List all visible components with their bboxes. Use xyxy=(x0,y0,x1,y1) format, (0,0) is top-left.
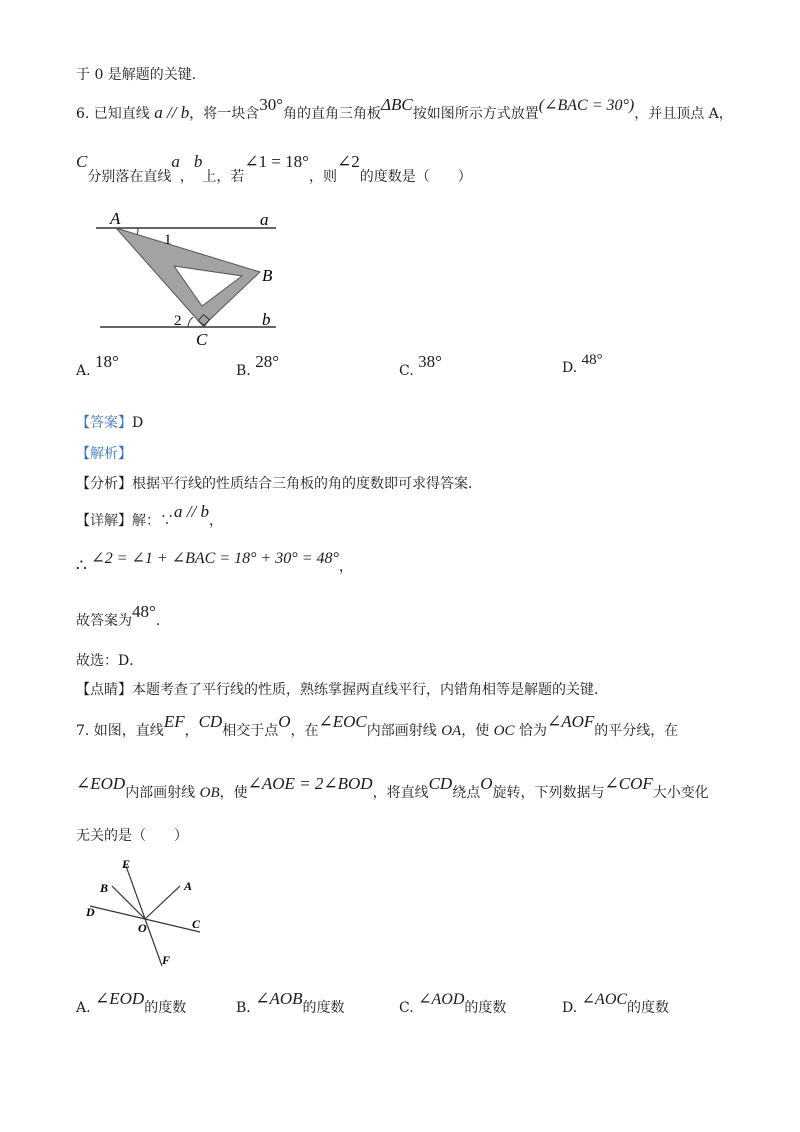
text-segment: ， xyxy=(179,169,194,185)
answer-tag: 【答案】 xyxy=(76,415,132,431)
answer-line xyxy=(76,412,143,432)
text-segment: ，将一块含 xyxy=(189,106,260,122)
q6-line-1 xyxy=(76,95,733,123)
section-tag: 【详解】 xyxy=(76,513,132,529)
option-suffix: 的度数 xyxy=(302,1000,345,1016)
text-segment: ，在 xyxy=(290,723,319,739)
option-value: ∠AOB xyxy=(255,989,303,1008)
text-segment: ，使 xyxy=(219,785,248,801)
text-segment: 按如图所示方式放置 xyxy=(412,106,539,122)
option-letter: B. xyxy=(236,363,251,379)
option-letter: C. xyxy=(399,363,414,379)
math-expression: 30° xyxy=(259,95,284,114)
option-letter: D. xyxy=(562,360,578,376)
text-segment: ． xyxy=(155,613,170,629)
text-segment: 相交于点 xyxy=(222,723,279,739)
math-expression: ∠EOC xyxy=(318,712,367,731)
math-expression: ∠EOD xyxy=(76,774,126,793)
label-D: D xyxy=(86,905,95,919)
math-expression: a // b xyxy=(174,502,209,521)
math-expression: CD xyxy=(198,712,223,731)
math-expression: (∠BAC = 30°) xyxy=(538,97,635,114)
therefore-symbol: ∴ xyxy=(76,556,87,575)
q6-option-b xyxy=(236,352,280,380)
label-C: C xyxy=(192,917,201,931)
text-segment: ， xyxy=(338,559,353,575)
option-suffix: 的度数 xyxy=(464,1000,507,1016)
option-letter: A. xyxy=(76,363,91,379)
fenxi-line xyxy=(76,473,482,493)
option-value: ∠AOC xyxy=(581,991,628,1008)
math-expression: EF xyxy=(163,712,185,731)
q7-option-c xyxy=(399,991,507,1017)
text-segment: 于 0 是解题的关键． xyxy=(76,67,206,83)
gu-line xyxy=(76,602,170,630)
math-expression: a // b xyxy=(154,103,190,122)
text-segment: 的平分线，在 xyxy=(594,723,679,739)
option-suffix: 的度数 xyxy=(627,1000,670,1016)
text-segment: 无关的是（ ） xyxy=(76,828,188,844)
math-expression: ∠1 = 18° xyxy=(244,152,309,171)
label-a: a xyxy=(260,210,269,229)
q7-line-3 xyxy=(76,825,188,845)
section-tag: 【分析】 xyxy=(76,476,132,492)
text-segment: 7. 如图，直线 xyxy=(76,723,164,739)
label-b: b xyxy=(262,310,271,329)
ray-OA xyxy=(145,886,180,919)
math-expression: OA xyxy=(441,723,462,739)
text-segment: ，并且顶点 A， xyxy=(634,106,733,122)
math-expression: O xyxy=(480,774,493,793)
text-segment: 恰为 xyxy=(514,723,547,739)
angle-1-arc xyxy=(137,228,138,235)
math-expression: ∠AOE = 2∠BOD xyxy=(247,774,373,793)
text-segment: ，使 xyxy=(461,723,494,739)
label-B: B xyxy=(100,881,109,895)
text-segment: 大小变化 xyxy=(652,785,709,801)
text-segment: ， xyxy=(208,513,223,529)
label-1: 1 xyxy=(164,232,172,248)
option-value: ∠AOD xyxy=(418,991,465,1008)
text-segment: 6. 已知直线 xyxy=(76,106,155,122)
math-expression: ΔBC xyxy=(381,95,413,114)
option-suffix: 的度数 xyxy=(144,1000,187,1016)
label-O: O xyxy=(138,921,147,935)
analysis-tag: 【解析】 xyxy=(76,446,132,462)
math-expression: ∠2 xyxy=(336,152,360,171)
label-C: C xyxy=(196,330,208,348)
angle-2-arc xyxy=(188,317,193,327)
text-segment: 内部画射线 xyxy=(125,785,200,801)
text-segment: ， xyxy=(184,723,199,739)
option-value: 48° xyxy=(581,352,603,368)
q7-option-b xyxy=(236,989,345,1017)
text-segment: 本题考查了平行线的性质，熟练掌握两直线平行，内错角相等是解题的关键． xyxy=(132,682,608,698)
q6-option-c xyxy=(399,352,442,380)
guxuan-line xyxy=(76,650,143,670)
option-value: 18° xyxy=(95,352,119,371)
text-segment: 故选：D． xyxy=(76,653,144,669)
label-A: A xyxy=(110,209,121,228)
math-expression: a xyxy=(171,152,180,171)
text-segment: 的度数是（ ） xyxy=(359,169,472,185)
text-segment: 绕点 xyxy=(452,785,481,801)
q6-option-d xyxy=(562,352,603,377)
text-segment: 内部画射线 xyxy=(366,723,442,739)
math-expression: O xyxy=(278,712,291,731)
q7-line-2 xyxy=(76,774,709,802)
text-segment: 故答案为 xyxy=(76,613,132,629)
label-E: E xyxy=(122,857,131,871)
q7-option-d xyxy=(562,991,670,1017)
q7-figure xyxy=(84,856,214,972)
math-expression: OC xyxy=(493,723,515,739)
option-letter: A. xyxy=(76,1000,91,1016)
equation-line xyxy=(76,550,353,576)
label-B: B xyxy=(262,266,273,285)
option-value: 28° xyxy=(255,352,280,371)
math-expression: C xyxy=(76,152,88,171)
label-F: F xyxy=(162,953,171,967)
triangle-ruler xyxy=(116,228,260,326)
text-segment: 解：∵ xyxy=(132,513,174,529)
q6-option-a xyxy=(76,352,119,380)
text-segment: 旋转，下列数据与 xyxy=(492,785,605,801)
math-expression: b xyxy=(193,152,203,171)
q6-figure xyxy=(92,206,292,348)
math-expression: OB xyxy=(199,785,220,801)
math-expression: ∠COF xyxy=(604,774,653,793)
answer-value: D xyxy=(132,415,144,431)
q7-option-a xyxy=(76,989,187,1017)
q7-line-1 xyxy=(76,712,679,740)
text-segment: 角的直角三角板 xyxy=(283,106,382,122)
ray-OB xyxy=(112,886,145,919)
option-letter: C. xyxy=(399,1000,414,1016)
label-A: A xyxy=(184,879,193,893)
text-segment: ，将直线 xyxy=(372,785,429,801)
option-value: 38° xyxy=(418,352,442,371)
analysis-heading xyxy=(76,443,132,463)
text-segment: 根据平行线的性质结合三角板的角的度数即可求得答案． xyxy=(132,476,482,492)
math-expression: ∠2 = ∠1 + ∠BAC = 18° + 30° = 48° xyxy=(91,550,339,567)
text-segment: ，则 xyxy=(308,169,337,185)
xiangjie-line xyxy=(76,502,223,530)
option-letter: B. xyxy=(236,1000,251,1016)
math-expression: CD xyxy=(428,774,453,793)
q6-line-2 xyxy=(76,152,472,186)
option-letter: D. xyxy=(562,1000,578,1016)
text-segment: 分别落在直线 xyxy=(87,169,172,185)
option-value: ∠EOD xyxy=(95,989,145,1008)
math-expression: 48° xyxy=(132,602,156,621)
math-expression: ∠AOF xyxy=(546,712,595,731)
section-tag: 【点睛】 xyxy=(76,682,132,698)
text-line xyxy=(76,64,206,84)
dianjing-line xyxy=(76,679,608,699)
text-segment: 上，若 xyxy=(202,169,245,185)
label-2: 2 xyxy=(174,313,182,329)
